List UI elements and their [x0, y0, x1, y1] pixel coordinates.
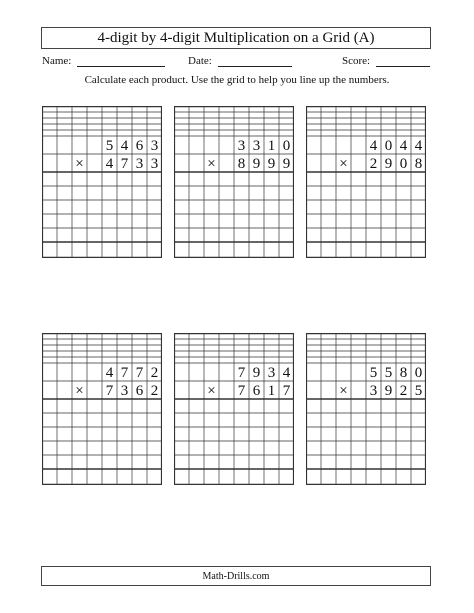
multiplier-digit: 0 [399, 156, 408, 172]
multiplier-digit: 2 [369, 156, 378, 172]
multiplicand-digit: 2 [150, 365, 159, 381]
multiplier-digit: 9 [267, 156, 276, 172]
instructions: Calculate each product. Use the grid to help you line up the numbers. [84, 74, 390, 86]
multiplier-digit: 3 [135, 156, 144, 172]
footer-box [41, 566, 431, 586]
name-field [42, 55, 165, 67]
name-label: Name: [42, 55, 72, 67]
multiplicand-digit: 4 [105, 365, 114, 381]
multiplier-digit: 3 [120, 383, 129, 399]
multiplier-digit: 1 [267, 383, 276, 399]
multiplier-digit: 6 [252, 383, 261, 399]
multiply-sign: × [339, 383, 348, 399]
multiplicand-digit: 5 [369, 365, 378, 381]
multiplier-digit: 5 [414, 383, 423, 399]
problem-grid [174, 106, 294, 258]
multiplier-digit: 9 [282, 156, 291, 172]
multiplicand-digit: 5 [105, 138, 114, 154]
date-field [188, 55, 292, 67]
grid-svg [306, 106, 426, 258]
grid-svg [174, 106, 294, 258]
multiplicand-digit: 9 [252, 365, 261, 381]
multiplier-digit: 7 [237, 383, 246, 399]
multiplier-digit: 8 [237, 156, 246, 172]
multiply-sign: × [207, 383, 216, 399]
multiplicand-digit: 0 [384, 138, 393, 154]
footer-text: Math-Drills.com [202, 570, 270, 582]
problem-grid [42, 106, 162, 258]
multiplicand-digit: 4 [414, 138, 423, 154]
worksheet-title-box [41, 27, 431, 49]
multiplicand-digit: 8 [399, 365, 408, 381]
multiplicand-digit: 7 [237, 365, 246, 381]
multiplier-digit: 3 [150, 156, 159, 172]
date-blank-line [218, 55, 292, 67]
multiplier-digit: 3 [369, 383, 378, 399]
multiplicand-digit: 4 [282, 365, 291, 381]
score-label: Score: [342, 55, 371, 67]
multiplicand-digit: 3 [150, 138, 159, 154]
multiplicand-digit: 6 [135, 138, 144, 154]
multiply-sign: × [75, 156, 84, 172]
grid-svg [174, 333, 294, 485]
multiplicand-digit: 3 [252, 138, 261, 154]
multiplicand-digit: 4 [369, 138, 378, 154]
multiplier-digit: 7 [105, 383, 114, 399]
problem-grid [174, 333, 294, 485]
date-label: Date: [188, 55, 212, 67]
multiplicand-digit: 4 [120, 138, 129, 154]
multiply-sign: × [75, 383, 84, 399]
multiply-sign: × [339, 156, 348, 172]
student-info-row [42, 55, 434, 69]
multiplicand-digit: 0 [414, 365, 423, 381]
multiplicand-digit: 4 [399, 138, 408, 154]
name-blank-line [77, 55, 165, 67]
worksheet-title: 4-digit by 4-digit Multiplication on a Grid (A) [97, 29, 375, 46]
multiplicand-digit: 3 [267, 365, 276, 381]
multiplicand-digit: 7 [135, 365, 144, 381]
multiplier-digit: 7 [282, 383, 291, 399]
problem-grid [42, 333, 162, 485]
multiplicand-digit: 7 [120, 365, 129, 381]
multiplicand-digit: 0 [282, 138, 291, 154]
multiplier-digit: 9 [384, 383, 393, 399]
multiplier-digit: 2 [399, 383, 408, 399]
multiplier-digit: 6 [135, 383, 144, 399]
problem-grid [306, 333, 426, 485]
score-blank-line [376, 55, 430, 67]
multiplicand-digit: 5 [384, 365, 393, 381]
multiplier-digit: 9 [384, 156, 393, 172]
grid-svg [42, 106, 162, 258]
score-field [342, 55, 430, 67]
multiply-sign: × [207, 156, 216, 172]
problem-grid [306, 106, 426, 258]
multiplier-digit: 8 [414, 156, 423, 172]
multiplier-digit: 9 [252, 156, 261, 172]
grid-svg [42, 333, 162, 485]
multiplier-digit: 2 [150, 383, 159, 399]
multiplicand-digit: 1 [267, 138, 276, 154]
multiplier-digit: 7 [120, 156, 129, 172]
grid-svg [306, 333, 426, 485]
multiplier-digit: 4 [105, 156, 114, 172]
multiplicand-digit: 3 [237, 138, 246, 154]
